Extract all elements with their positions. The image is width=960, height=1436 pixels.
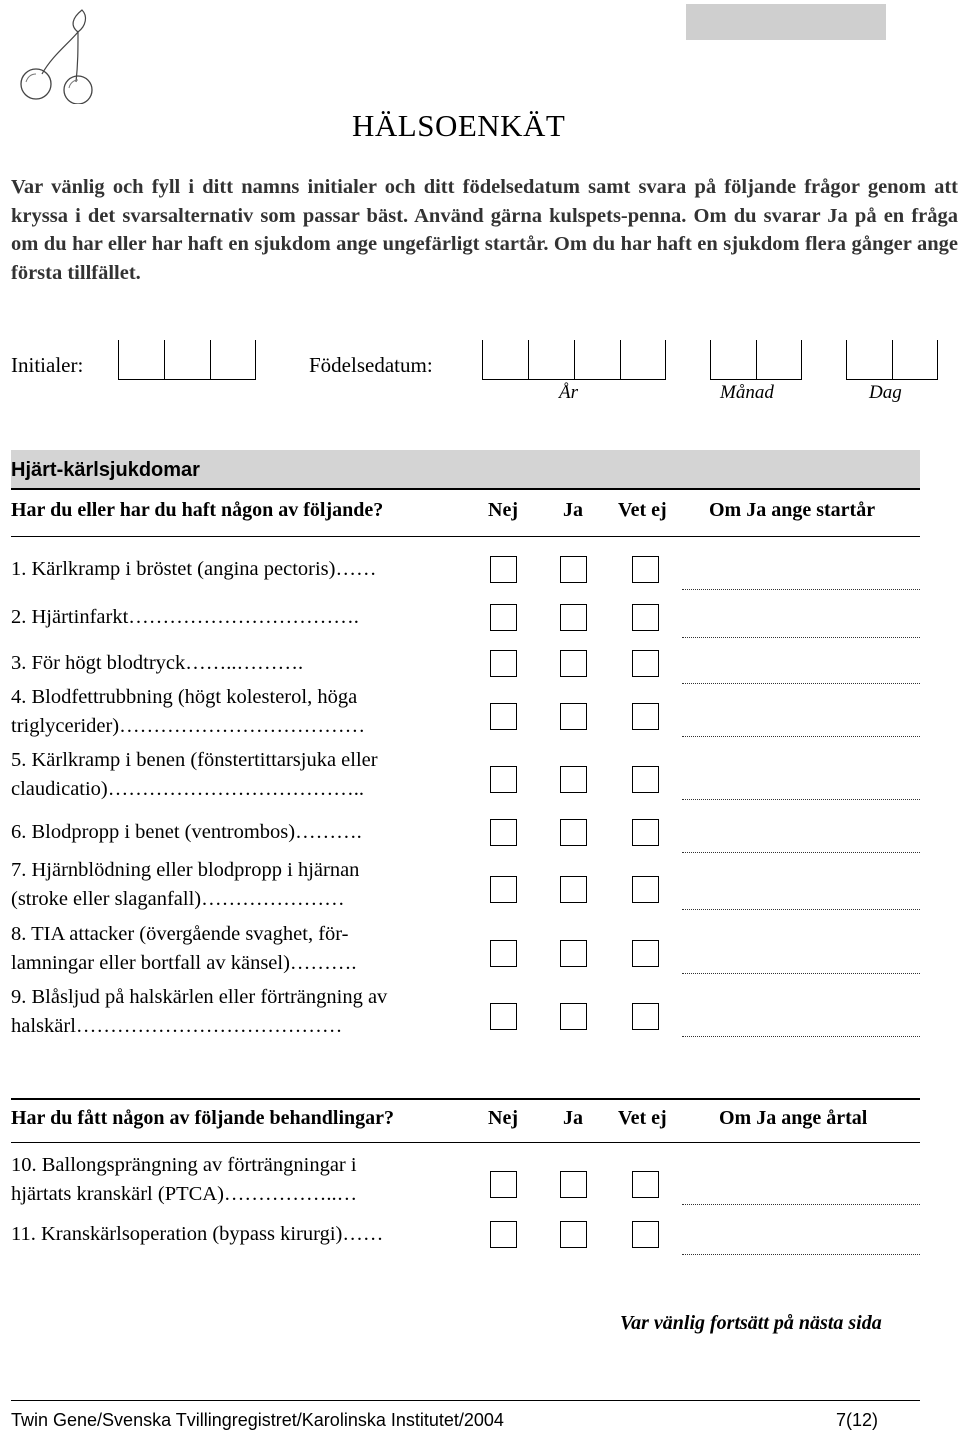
question-text: 5. Kärlkramp i benen (fönstertittarsjuka eller bbox=[11, 749, 378, 771]
intro-text: Var vänlig och fyll i ditt namns initialer och ditt födelsedatum samt svara på följande frågor genom att kryssa i det svarsalternativ som passar bäst. Använd gärna kulspets-penna. Om du svarar Ja på en fråga om du har eller har haft en sjukdom ange ungefärligt startår. Om du har haft en sjukdom flera gånger ange första tillfället. bbox=[11, 176, 958, 284]
checkbox-yes[interactable] bbox=[560, 1221, 587, 1248]
checkbox-no[interactable] bbox=[490, 819, 517, 846]
year-answer-line[interactable] bbox=[682, 852, 920, 853]
year-answer-line[interactable] bbox=[682, 799, 920, 800]
section2-question: Har du fått någon av följande behandlingar? bbox=[11, 1107, 395, 1129]
col-unknown: Vet ej bbox=[618, 1107, 667, 1129]
checkbox-yes[interactable] bbox=[560, 703, 587, 730]
checkbox-unknown[interactable] bbox=[632, 703, 659, 730]
checkbox-no[interactable] bbox=[490, 703, 517, 730]
checkbox-unknown[interactable] bbox=[632, 1171, 659, 1198]
question-text: hjärtats kranskärl (PTCA)……………..… bbox=[11, 1183, 358, 1205]
checkbox-unknown[interactable] bbox=[632, 1003, 659, 1030]
checkbox-yes[interactable] bbox=[560, 819, 587, 846]
divider bbox=[11, 1098, 920, 1100]
col-year: Om Ja ange årtal bbox=[719, 1107, 868, 1129]
question-text: 2. Hjärtinfarkt……………………………. bbox=[11, 606, 359, 628]
year-answer-line[interactable] bbox=[682, 909, 920, 910]
question-text: halskärl………………………………… bbox=[11, 1015, 343, 1037]
checkbox-unknown[interactable] bbox=[632, 819, 659, 846]
section-header bbox=[11, 450, 920, 490]
checkbox-no[interactable] bbox=[490, 1221, 517, 1248]
checkbox-no[interactable] bbox=[490, 556, 517, 583]
question-text: claudicatio)……………………………….. bbox=[11, 778, 365, 800]
col-start-year: Om Ja ange startår bbox=[709, 499, 876, 521]
footer-divider bbox=[11, 1400, 920, 1401]
divider bbox=[11, 1142, 920, 1143]
section-title: Hjärt-kärlsjukdomar bbox=[11, 459, 200, 481]
question-text: 9. Blåsljud på halskärlen eller förträngning av bbox=[11, 986, 388, 1008]
question-text: 6. Blodpropp i benet (ventrombos)………. bbox=[11, 821, 362, 843]
checkbox-yes[interactable] bbox=[560, 1171, 587, 1198]
question-text: 7. Hjärnblödning eller blodpropp i hjärnan bbox=[11, 859, 360, 881]
checkbox-no[interactable] bbox=[490, 650, 517, 677]
year-answer-line[interactable] bbox=[682, 1254, 920, 1255]
header-gray-block bbox=[686, 4, 886, 40]
checkbox-unknown[interactable] bbox=[632, 1221, 659, 1248]
checkbox-no[interactable] bbox=[490, 876, 517, 903]
checkbox-yes[interactable] bbox=[560, 940, 587, 967]
dob-day-boxes[interactable] bbox=[846, 340, 938, 380]
checkbox-yes[interactable] bbox=[560, 556, 587, 583]
footer-text: Twin Gene/Svenska Tvillingregistret/Karolinska Institutet/2004 bbox=[11, 1410, 504, 1430]
checkbox-unknown[interactable] bbox=[632, 766, 659, 793]
dob-label: Födelsedatum: bbox=[309, 353, 433, 377]
question-text: lamningar eller bortfall av känsel)………. bbox=[11, 952, 357, 974]
col-unknown: Vet ej bbox=[618, 499, 667, 521]
cherries-icon bbox=[12, 4, 102, 104]
dob-year-boxes[interactable] bbox=[482, 340, 666, 380]
col-no: Nej bbox=[488, 499, 518, 521]
year-answer-line[interactable] bbox=[682, 683, 920, 684]
checkbox-no[interactable] bbox=[490, 1003, 517, 1030]
checkbox-yes[interactable] bbox=[560, 650, 587, 677]
continue-note: Var vänlig fortsätt på nästa sida bbox=[620, 1312, 882, 1334]
initials-label: Initialer: bbox=[11, 353, 84, 377]
col-yes: Ja bbox=[563, 1107, 583, 1129]
checkbox-yes[interactable] bbox=[560, 1003, 587, 1030]
checkbox-yes[interactable] bbox=[560, 876, 587, 903]
year-answer-line[interactable] bbox=[682, 973, 920, 974]
question-text: 10. Ballongsprängning av förträngningar i bbox=[11, 1154, 357, 1176]
col-no: Nej bbox=[488, 1107, 518, 1129]
checkbox-unknown[interactable] bbox=[632, 556, 659, 583]
checkbox-no[interactable] bbox=[490, 1171, 517, 1198]
checkbox-unknown[interactable] bbox=[632, 650, 659, 677]
checkbox-yes[interactable] bbox=[560, 604, 587, 631]
page-title: HÄLSOENKÄT bbox=[352, 108, 566, 143]
checkbox-unknown[interactable] bbox=[632, 876, 659, 903]
question-text: triglycerider)……………………………… bbox=[11, 715, 366, 737]
year-answer-line[interactable] bbox=[682, 589, 920, 590]
question-text: 4. Blodfettrubbning (högt kolesterol, höga bbox=[11, 686, 358, 708]
year-answer-line[interactable] bbox=[682, 1204, 920, 1205]
checkbox-no[interactable] bbox=[490, 940, 517, 967]
section1-question: Har du eller har du haft någon av följande? bbox=[11, 499, 384, 521]
month-label: Månad bbox=[720, 382, 774, 403]
question-text: 3. För högt blodtryck……..………. bbox=[11, 652, 304, 674]
page-number: 7(12) bbox=[836, 1410, 879, 1430]
checkbox-yes[interactable] bbox=[560, 766, 587, 793]
year-answer-line[interactable] bbox=[682, 736, 920, 737]
initials-boxes[interactable] bbox=[118, 340, 256, 380]
divider bbox=[11, 536, 920, 537]
checkbox-no[interactable] bbox=[490, 604, 517, 631]
dob-month-boxes[interactable] bbox=[710, 340, 802, 380]
col-yes: Ja bbox=[563, 499, 583, 521]
question-text: 8. TIA attacker (övergående svaghet, för- bbox=[11, 923, 349, 945]
question-text: 1. Kärlkramp i bröstet (angina pectoris)…… bbox=[11, 558, 377, 580]
question-text: (stroke eller slaganfall)………………… bbox=[11, 888, 345, 910]
question-text: 11. Kranskärlsoperation (bypass kirurgi)…… bbox=[11, 1223, 384, 1245]
checkbox-unknown[interactable] bbox=[632, 604, 659, 631]
year-answer-line[interactable] bbox=[682, 637, 920, 638]
year-answer-line[interactable] bbox=[682, 1036, 920, 1037]
checkbox-unknown[interactable] bbox=[632, 940, 659, 967]
day-label: Dag bbox=[869, 382, 902, 403]
year-label: År bbox=[559, 382, 578, 403]
checkbox-no[interactable] bbox=[490, 766, 517, 793]
